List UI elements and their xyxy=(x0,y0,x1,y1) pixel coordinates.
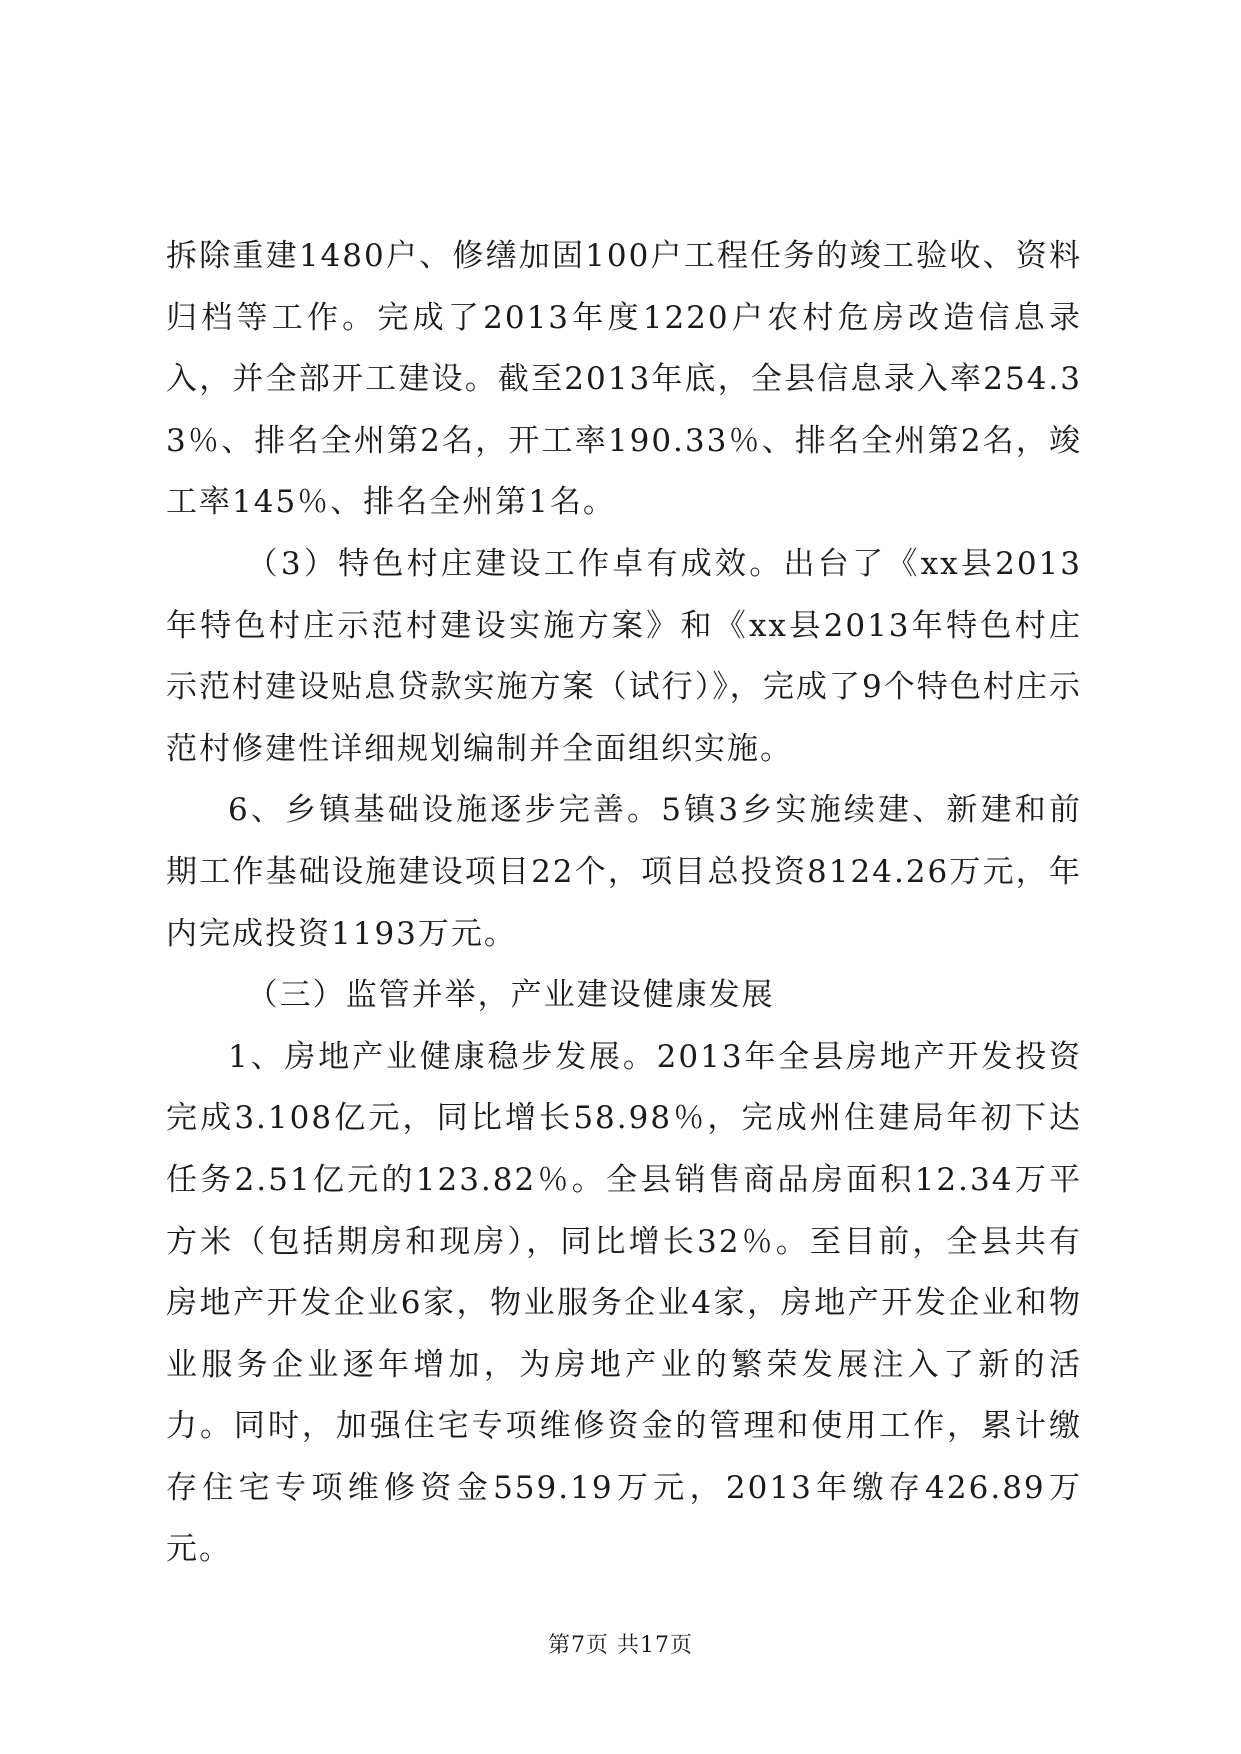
paragraph-rural-housing-continued: 拆除重建1480户、修缮加固100户工程任务的竣工验收、资料归档等工作。完成了2013年度1220户农村危房改造信息录入，并全部开工建设。截至2013年底，全县信息录入率254.33％、排名全州第2名，开工率190.33％、排名全州第2名，竣工率145％、排名全州第1名。 xyxy=(166,238,1082,521)
paragraph-featured-villages: （3）特色村庄建设工作卓有成效。出台了《xx县2013年特色村庄示范村建设实施方案》和《xx县2013年特色村庄示范村建设贴息贷款实施方案（试行）》，完成了9个特色村庄示范村修建性详细规划编制并全面组织实施。 xyxy=(166,545,1082,767)
section-heading-industry: （三）监管并举，产业建设健康发展 xyxy=(246,977,775,1014)
document-body xyxy=(166,226,1082,1581)
paragraph-township-infrastructure: 6、乡镇基础设施逐步完善。5镇3乡实施续建、新建和前期工作基础设施建设项目22个，项目总投资8124.26万元，年内完成投资1193万元。 xyxy=(166,792,1082,952)
page-footer: 第7页 共17页 xyxy=(548,1633,693,1658)
paragraph-real-estate: 1、房地产业健康稳步发展。2013年全县房地产开发投资完成3.108亿元，同比增长58.98％，完成州住建局年初下达任务2.51亿元的123.82％。全县销售商品房面积12.34万平方米（包括期房和现房），同比增长32％。至目前，全县共有房地产开发企业6家，物业服务企业4家，房地产开发企业和物业服务企业逐年增加，为房地产业的繁荣发展注入了新的活力。同时，加强住宅专项维修资金的管理和使用工作，累计缴存住宅专项维修资金559.19万元，2013年缴存426.89万元。 xyxy=(166,1038,1082,1568)
